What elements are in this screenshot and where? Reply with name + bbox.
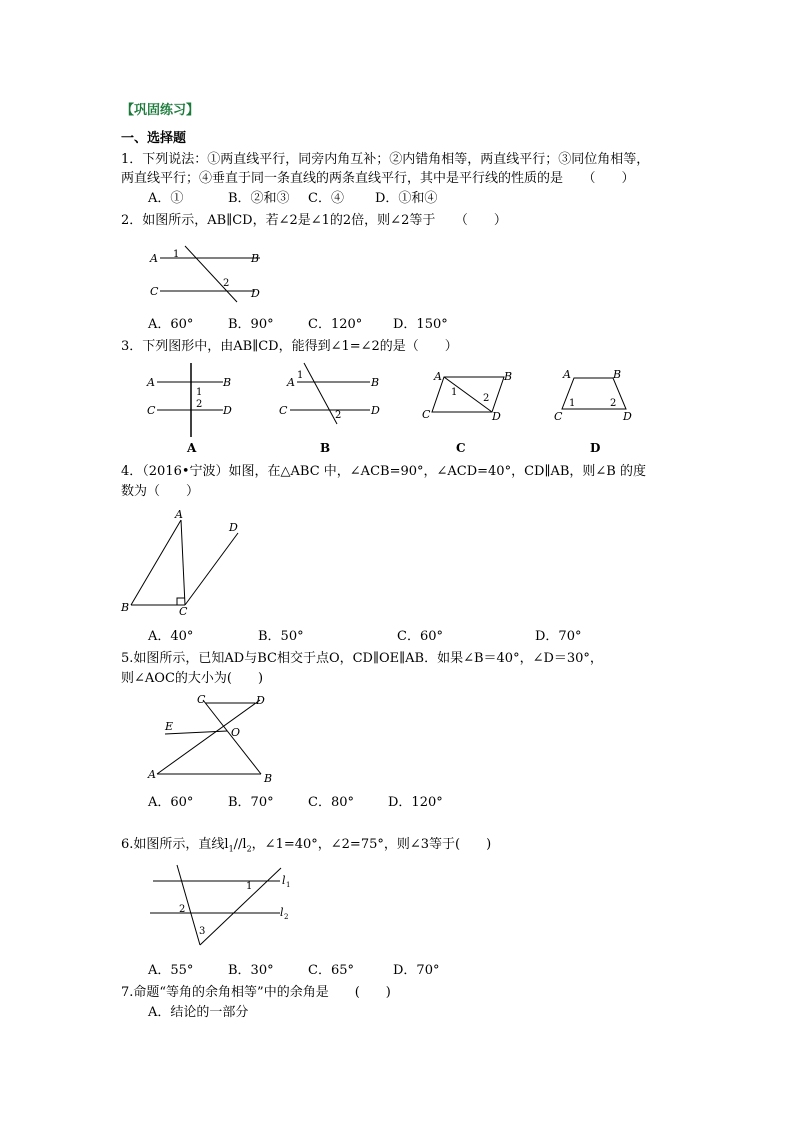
- q3-caption-a: A: [187, 441, 197, 455]
- q4-option-b: B．50°: [258, 629, 304, 644]
- q2-label-c: C: [150, 285, 159, 298]
- svg-text:A: A: [287, 376, 295, 389]
- q5-option-a: A．60°: [148, 795, 194, 810]
- q2-label-b: B: [251, 252, 260, 265]
- q1-line1: 1．下列说法：①两直线平行，同旁内角互补；②内错角相等，两直线平行；③同位角相等，: [121, 152, 650, 167]
- q3-figure-c: [420, 360, 520, 460]
- q2-option-b: B．90°: [228, 317, 274, 332]
- svg-text:O: O: [231, 726, 241, 739]
- q1-option-c: C．④: [308, 191, 344, 206]
- svg-text:2: 2: [196, 399, 203, 410]
- svg-text:E: E: [165, 720, 174, 733]
- q1-line2: 两直线平行；④垂直于同一条直线的两条直线平行，其中是平行线的性质的是 （ ）: [121, 171, 635, 186]
- svg-text:l: l: [282, 874, 286, 887]
- q6-option-a: A．55°: [148, 963, 194, 978]
- svg-text:D: D: [623, 410, 632, 423]
- q3-caption-b: B: [320, 441, 331, 455]
- svg-text:C: C: [179, 605, 188, 618]
- q2-text: 2．如图所示，AB∥CD，若∠2是∠1的2倍，则∠2等于 （ ）: [121, 213, 507, 228]
- svg-text:2: 2: [179, 904, 186, 915]
- q6-option-c: C．65°: [308, 963, 354, 978]
- q2-angle-1: 1: [173, 249, 180, 260]
- q6-figure: [145, 862, 305, 952]
- q5-figure: [145, 690, 285, 790]
- svg-text:A: A: [175, 508, 183, 521]
- q1-option-d: D．①和④: [375, 191, 438, 206]
- q4-option-c: C．60°: [397, 629, 443, 644]
- svg-text:1: 1: [297, 370, 304, 381]
- svg-text:B: B: [613, 368, 622, 381]
- q2-label-d: D: [251, 287, 260, 300]
- svg-text:1: 1: [569, 398, 576, 409]
- q3-caption-c: C: [456, 441, 466, 455]
- part-heading: 一、选择题: [121, 131, 187, 146]
- q5-line2: 则∠AOC的大小为( ): [121, 671, 264, 686]
- svg-text:C: C: [147, 404, 156, 417]
- q2-angle-2: 2: [223, 278, 230, 289]
- svg-text:2: 2: [335, 410, 342, 421]
- svg-text:B: B: [264, 772, 273, 785]
- svg-text:A: A: [563, 368, 571, 381]
- q2-figure: [140, 242, 280, 307]
- svg-text:A: A: [434, 370, 442, 383]
- q7-text: 7.命题“等角的余角相等”中的余角是 ( ): [121, 985, 391, 1000]
- svg-text:3: 3: [199, 926, 206, 937]
- svg-text:1: 1: [286, 881, 291, 889]
- svg-text:2: 2: [610, 398, 617, 409]
- q5-option-d: D．120°: [388, 795, 443, 810]
- q6-option-b: B．30°: [228, 963, 274, 978]
- svg-text:C: C: [422, 408, 431, 421]
- svg-text:B: B: [223, 376, 232, 389]
- q2-label-a: A: [150, 252, 158, 265]
- q5-line1: 5.如图所示，已知AD与BC相交于点O，CD∥OE∥AB．如果∠B＝40°，∠D＝30°，: [121, 651, 603, 666]
- svg-text:l: l: [280, 906, 284, 919]
- q5-option-c: C．80°: [308, 795, 354, 810]
- q5-option-b: B．70°: [228, 795, 274, 810]
- svg-text:2: 2: [284, 913, 289, 921]
- svg-text:B: B: [121, 601, 130, 614]
- q6-option-d: D．70°: [393, 963, 440, 978]
- svg-text:C: C: [279, 404, 288, 417]
- q2-option-d: D．150°: [393, 317, 448, 332]
- q3-figure-b: [275, 360, 380, 460]
- svg-text:A: A: [148, 768, 156, 781]
- svg-text:1: 1: [451, 387, 458, 398]
- q4-figure: [115, 505, 255, 620]
- svg-text:D: D: [229, 521, 238, 534]
- svg-text:D: D: [256, 694, 265, 707]
- svg-text:D: D: [223, 404, 232, 417]
- q3-caption-d: D: [590, 441, 601, 455]
- section-title: 【巩固练习】: [121, 103, 200, 118]
- svg-text:A: A: [147, 376, 155, 389]
- svg-text:B: B: [371, 376, 380, 389]
- svg-text:C: C: [197, 693, 206, 706]
- q3-figure-a: [145, 360, 245, 460]
- q4-option-d: D．70°: [535, 629, 582, 644]
- q1-option-a: A．①: [148, 191, 184, 206]
- svg-text:B: B: [504, 370, 513, 383]
- svg-text:1: 1: [246, 881, 253, 892]
- q2-option-c: C．120°: [308, 317, 363, 332]
- q3-figure-d: [550, 360, 650, 460]
- q4-option-a: A．40°: [148, 629, 194, 644]
- svg-text:D: D: [492, 410, 501, 423]
- svg-text:C: C: [554, 410, 563, 423]
- svg-text:D: D: [371, 404, 380, 417]
- svg-text:1: 1: [196, 387, 203, 398]
- q6-text: 6.如图所示，直线$l_1//l_2$，∠1=40°，∠2=75°，则∠3等于( ): [121, 837, 492, 854]
- q3-text: 3．下列图形中，由AB∥CD，能得到∠1=∠2的是（ ）: [121, 339, 458, 354]
- q4-line2: 数为（ ）: [121, 484, 200, 499]
- q1-option-b: B．②和③: [228, 191, 290, 206]
- q7-option-a: A．结论的一部分: [148, 1005, 249, 1020]
- q4-line1: 4．（2016•宁波）如图，在△ABC 中，∠ACB=90°，∠ACD=40°，CD∥AB，则∠B 的度: [121, 464, 646, 479]
- q2-option-a: A．60°: [148, 317, 194, 332]
- svg-text:2: 2: [483, 393, 490, 404]
